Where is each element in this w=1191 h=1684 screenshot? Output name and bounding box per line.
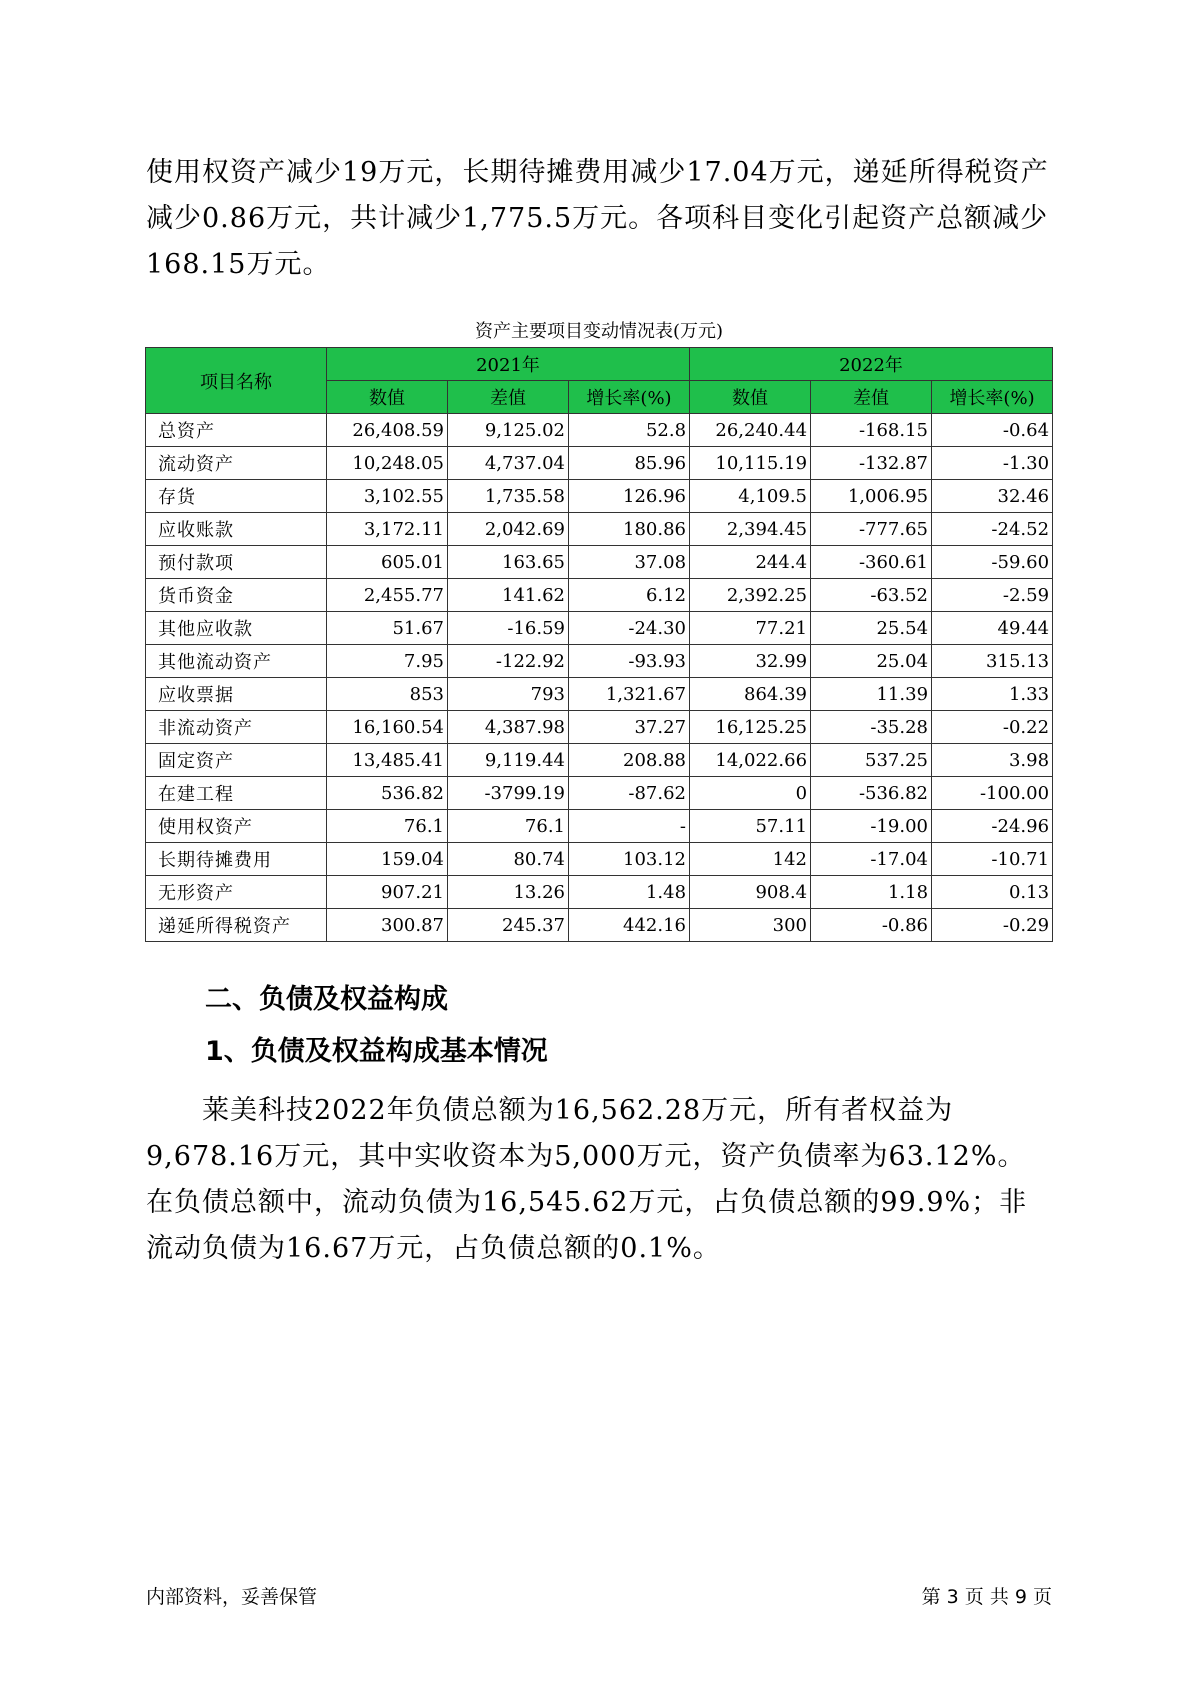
table-cell: -0.29 — [932, 909, 1053, 942]
table-cell: -24.30 — [569, 612, 690, 645]
table-cell: - — [569, 810, 690, 843]
table-cell: -16.59 — [448, 612, 569, 645]
table-cell: 853 — [327, 678, 448, 711]
table-cell: 180.86 — [569, 513, 690, 546]
table-row — [146, 579, 1053, 612]
table-cell: -0.64 — [932, 414, 1053, 447]
table-cell: 1,735.58 — [448, 480, 569, 513]
table-cell: 0 — [690, 777, 811, 810]
table-cell: -3799.19 — [448, 777, 569, 810]
intro-paragraph: 使用权资产减少19万元，长期待摊费用减少17.04万元，递延所得税资产减少0.86万元，共计减少1,775.5万元。各项科目变化引起资产总额减少168.15万元。 — [146, 157, 1049, 280]
table-cell: -122.92 — [448, 645, 569, 678]
table-cell: 14,022.66 — [690, 744, 811, 777]
row-label: 货币资金 — [146, 579, 327, 612]
table-cell: 0.13 — [932, 876, 1053, 909]
row-label: 非流动资产 — [146, 711, 327, 744]
table-cell: 52.8 — [569, 414, 690, 447]
table-cell: 245.37 — [448, 909, 569, 942]
table-row — [146, 744, 1053, 777]
table-cell: 537.25 — [811, 744, 932, 777]
row-label: 流动资产 — [146, 447, 327, 480]
table-cell: 536.82 — [327, 777, 448, 810]
row-label: 使用权资产 — [146, 810, 327, 843]
sub-header: 数值 — [327, 381, 448, 414]
table-row — [146, 711, 1053, 744]
table-cell: 26,408.59 — [327, 414, 448, 447]
table-cell: 126.96 — [569, 480, 690, 513]
table-cell: 57.11 — [690, 810, 811, 843]
table-cell: 10,115.19 — [690, 447, 811, 480]
sub-header: 增长率(%) — [932, 381, 1053, 414]
table-cell: -1.30 — [932, 447, 1053, 480]
table-row — [146, 876, 1053, 909]
table-caption: 资产主要项目变动情况表(万元) — [474, 321, 724, 342]
table-cell: 315.13 — [932, 645, 1053, 678]
table-cell: 77.21 — [690, 612, 811, 645]
table-cell: -19.00 — [811, 810, 932, 843]
sub-header: 增长率(%) — [569, 381, 690, 414]
table-cell: 7.95 — [327, 645, 448, 678]
table-row — [146, 777, 1053, 810]
sub-header: 差值 — [448, 381, 569, 414]
table-cell: 9,125.02 — [448, 414, 569, 447]
body-paragraph: 莱美科技2022年负债总额为16,562.28万元，所有者权益为9,678.16万元，其中实收资本为5,000万元，资产负债率为63.12%。在负债总额中，流动负债为16,545.62万元，占负债总额的99.9%；非流动负债为16.67万元，占负债总额的0.1%。 — [146, 1095, 1028, 1264]
table-cell: -87.62 — [569, 777, 690, 810]
row-label: 存货 — [146, 480, 327, 513]
table-cell: 793 — [448, 678, 569, 711]
table-cell: -24.96 — [932, 810, 1053, 843]
table-cell: 141.62 — [448, 579, 569, 612]
table-cell: 16,125.25 — [690, 711, 811, 744]
table-cell: 159.04 — [327, 843, 448, 876]
table-row — [146, 546, 1053, 579]
row-label: 其他流动资产 — [146, 645, 327, 678]
table-cell: -59.60 — [932, 546, 1053, 579]
table-cell: -93.93 — [569, 645, 690, 678]
table-cell: -100.00 — [932, 777, 1053, 810]
table-cell: 3,172.11 — [327, 513, 448, 546]
table-cell: 13,485.41 — [327, 744, 448, 777]
footer-page-number: 第 3 页 共 9 页 — [921, 1586, 1052, 1608]
table-cell: 1,006.95 — [811, 480, 932, 513]
table-cell: 163.65 — [448, 546, 569, 579]
table-cell: 49.44 — [932, 612, 1053, 645]
table-cell: -63.52 — [811, 579, 932, 612]
section-heading: 二、负债及权益构成 — [205, 984, 448, 1015]
table-row — [146, 843, 1053, 876]
row-label: 在建工程 — [146, 777, 327, 810]
table-cell: 908.4 — [690, 876, 811, 909]
table-cell: 32.99 — [690, 645, 811, 678]
table-cell: 4,387.98 — [448, 711, 569, 744]
table-cell: 208.88 — [569, 744, 690, 777]
name-column-header: 项目名称 — [146, 348, 327, 414]
row-label: 预付款项 — [146, 546, 327, 579]
sub-header: 差值 — [811, 381, 932, 414]
table-cell: 85.96 — [569, 447, 690, 480]
table-body — [146, 414, 1053, 942]
table-row — [146, 678, 1053, 711]
table-cell: 4,109.5 — [690, 480, 811, 513]
table-cell: 3,102.55 — [327, 480, 448, 513]
table-row — [146, 909, 1053, 942]
table-cell: 80.74 — [448, 843, 569, 876]
table-cell: -35.28 — [811, 711, 932, 744]
table-row — [146, 645, 1053, 678]
row-label: 无形资产 — [146, 876, 327, 909]
table-cell: 10,248.05 — [327, 447, 448, 480]
table-cell: -360.61 — [811, 546, 932, 579]
table-cell: 2,042.69 — [448, 513, 569, 546]
table-cell: 2,455.77 — [327, 579, 448, 612]
table-cell: 442.16 — [569, 909, 690, 942]
table-cell: 1.48 — [569, 876, 690, 909]
table-cell: 32.46 — [932, 480, 1053, 513]
table-cell: 25.04 — [811, 645, 932, 678]
table-cell: 300 — [690, 909, 811, 942]
table-cell: -2.59 — [932, 579, 1053, 612]
table-cell: 51.67 — [327, 612, 448, 645]
table-cell: 16,160.54 — [327, 711, 448, 744]
table-row — [146, 612, 1053, 645]
table-cell: -132.87 — [811, 447, 932, 480]
table-cell: 1.18 — [811, 876, 932, 909]
table-row — [146, 414, 1053, 447]
table-row — [146, 513, 1053, 546]
table-cell: 1.33 — [932, 678, 1053, 711]
table-cell: -17.04 — [811, 843, 932, 876]
table-cell: 2,392.25 — [690, 579, 811, 612]
table-cell: 13.26 — [448, 876, 569, 909]
table-cell: -168.15 — [811, 414, 932, 447]
table-cell: 103.12 — [569, 843, 690, 876]
table-cell: 25.54 — [811, 612, 932, 645]
table-cell: 142 — [690, 843, 811, 876]
table-cell: 244.4 — [690, 546, 811, 579]
table-cell: 37.08 — [569, 546, 690, 579]
year-header-2021: 2021年 — [327, 348, 690, 381]
table-row — [146, 447, 1053, 480]
year-header-2022: 2022年 — [690, 348, 1053, 381]
table-cell: 26,240.44 — [690, 414, 811, 447]
table-cell: -0.86 — [811, 909, 932, 942]
table-cell: 864.39 — [690, 678, 811, 711]
table-cell: 9,119.44 — [448, 744, 569, 777]
table-cell: -0.22 — [932, 711, 1053, 744]
table-cell: 3.98 — [932, 744, 1053, 777]
table-cell: 37.27 — [569, 711, 690, 744]
table-cell: 300.87 — [327, 909, 448, 942]
sub-header: 数值 — [690, 381, 811, 414]
table-cell: -777.65 — [811, 513, 932, 546]
table-cell: 605.01 — [327, 546, 448, 579]
table-cell: -10.71 — [932, 843, 1053, 876]
row-label: 总资产 — [146, 414, 327, 447]
table-cell: 76.1 — [448, 810, 569, 843]
row-label: 应收票据 — [146, 678, 327, 711]
table-cell: 2,394.45 — [690, 513, 811, 546]
row-label: 固定资产 — [146, 744, 327, 777]
table-cell: 6.12 — [569, 579, 690, 612]
footer-confidential-note: 内部资料，妥善保管 — [146, 1586, 318, 1608]
table-cell: 76.1 — [327, 810, 448, 843]
table-row — [146, 480, 1053, 513]
table-cell: 4,737.04 — [448, 447, 569, 480]
table-cell: 1,321.67 — [569, 678, 690, 711]
row-label: 递延所得税资产 — [146, 909, 327, 942]
table-cell: -536.82 — [811, 777, 932, 810]
subsection-heading: 1、负债及权益构成基本情况 — [205, 1036, 548, 1067]
table-cell: 907.21 — [327, 876, 448, 909]
table-cell: 11.39 — [811, 678, 932, 711]
table-cell: -24.52 — [932, 513, 1053, 546]
row-label: 应收账款 — [146, 513, 327, 546]
table-row — [146, 810, 1053, 843]
asset-change-table — [145, 347, 1053, 942]
row-label: 其他应收款 — [146, 612, 327, 645]
row-label: 长期待摊费用 — [146, 843, 327, 876]
